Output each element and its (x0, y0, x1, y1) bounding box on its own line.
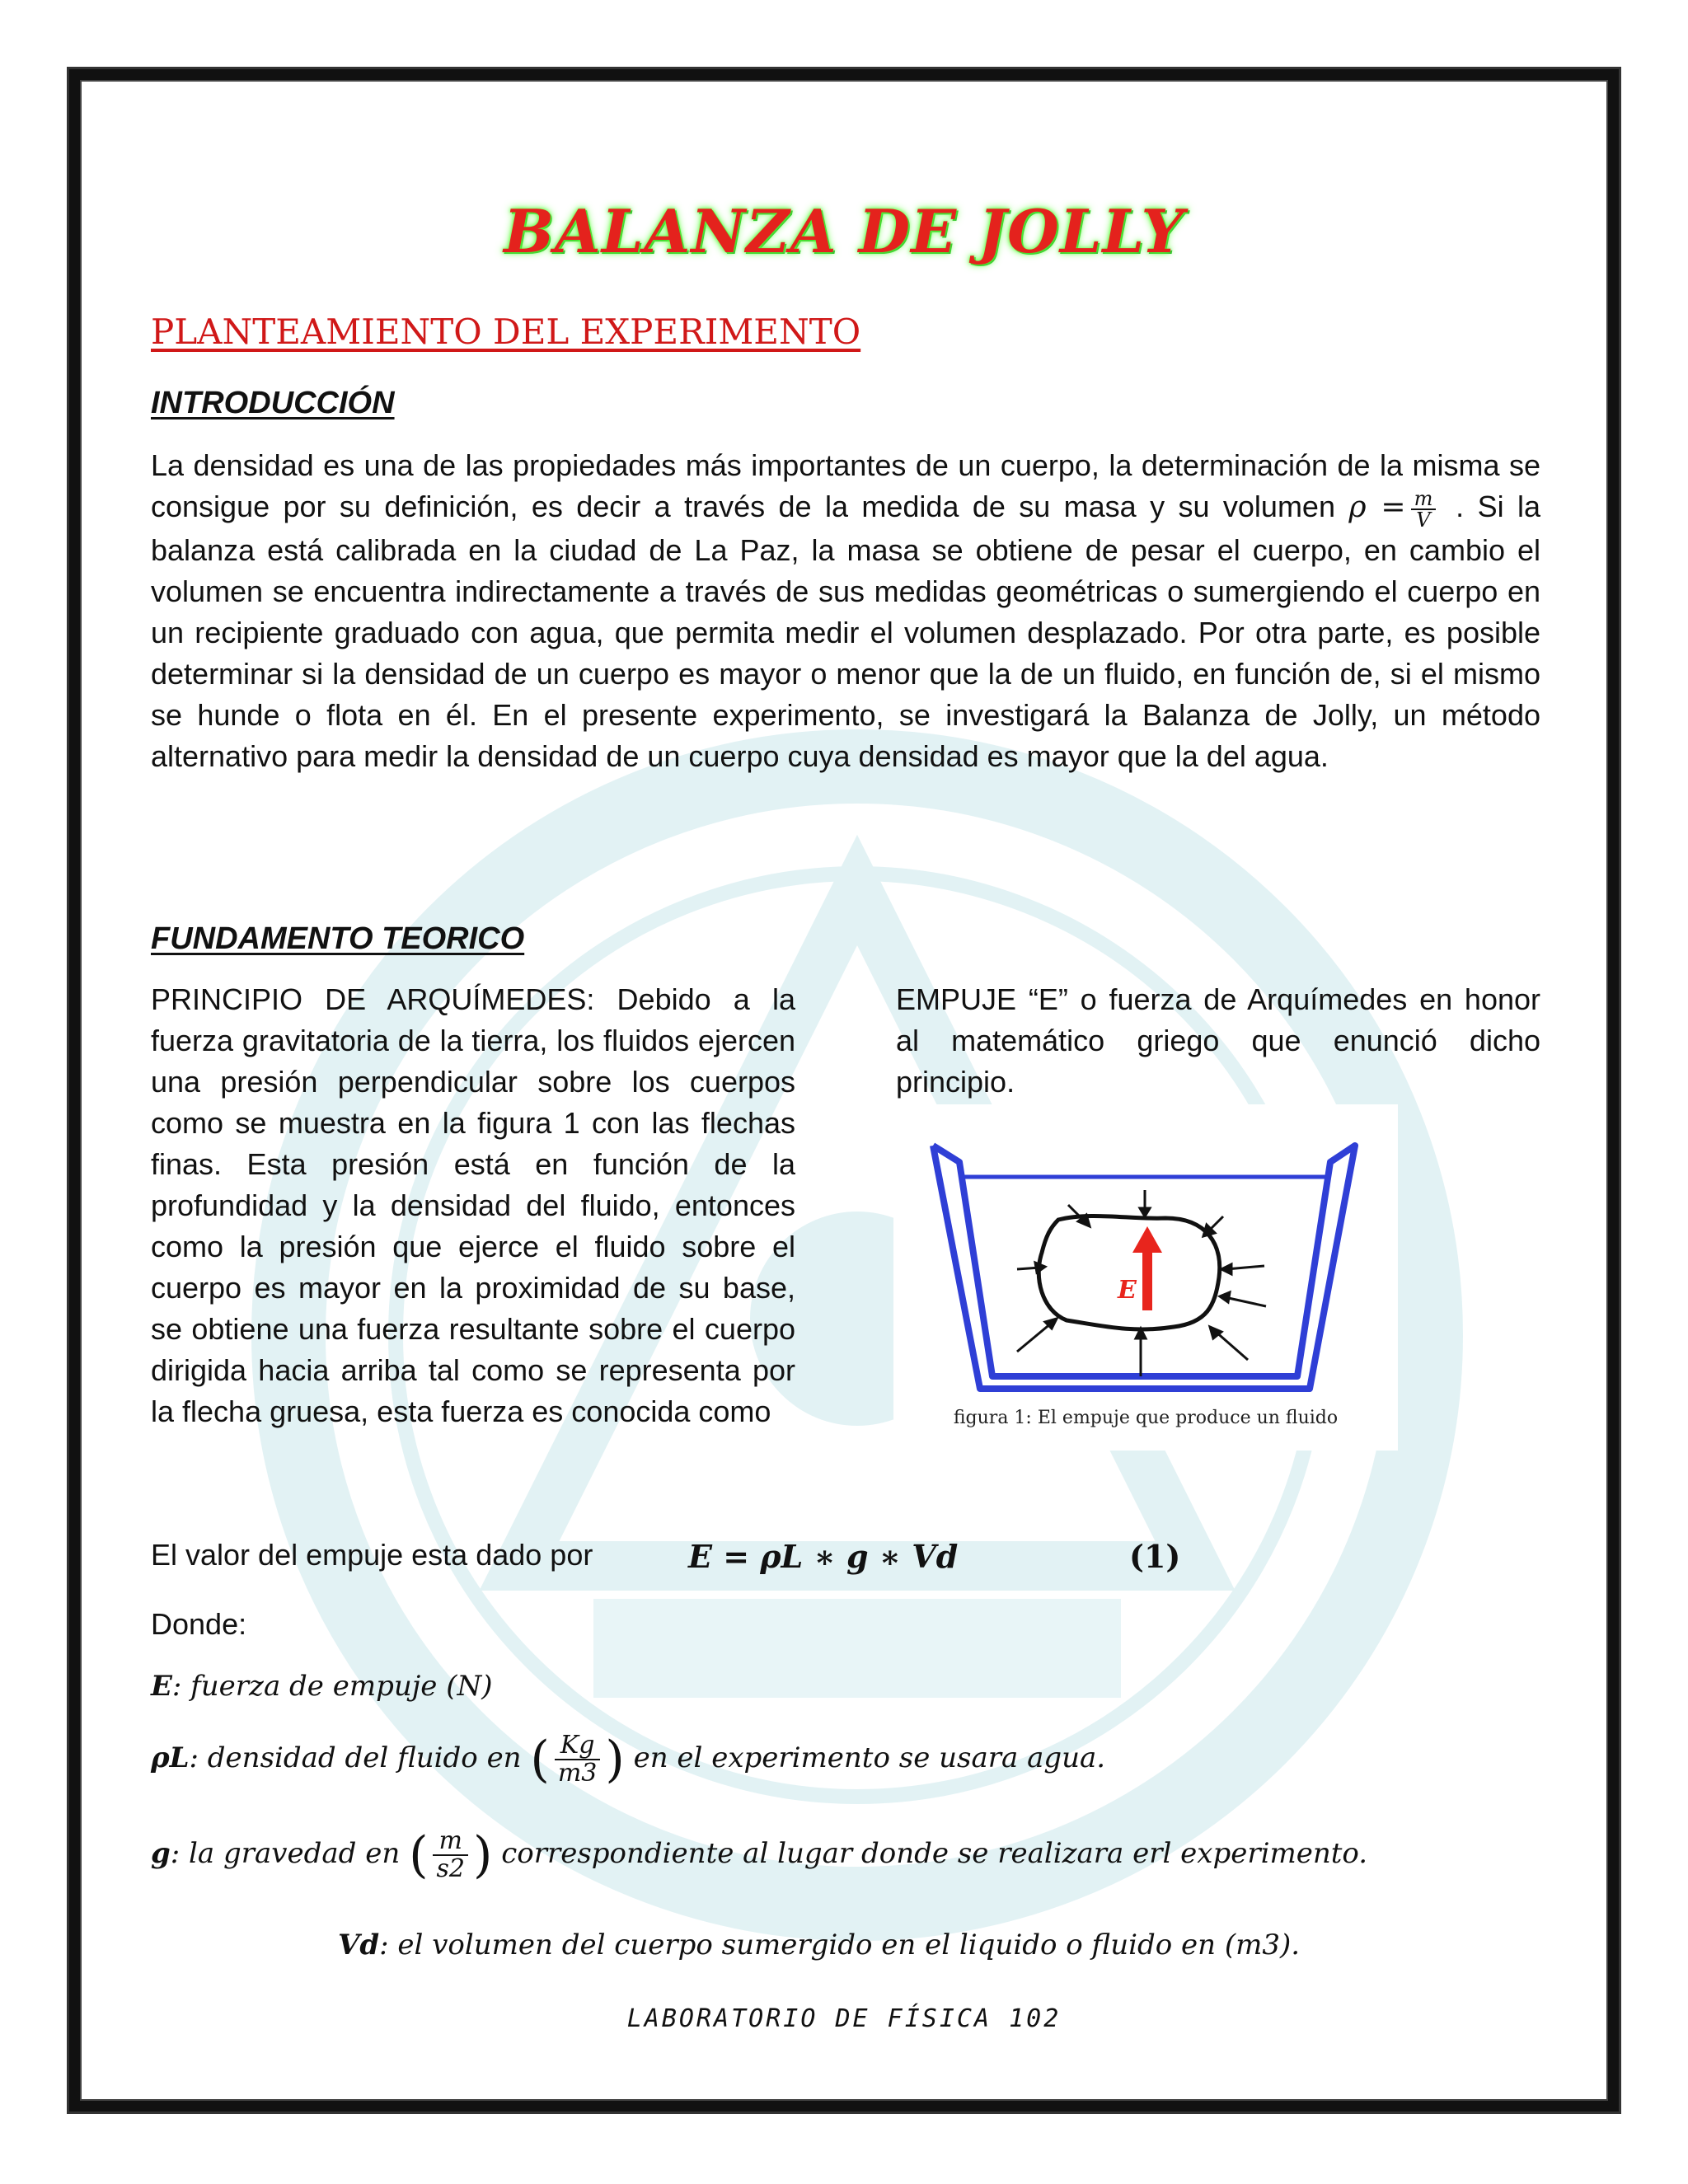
figure-caption: figura 1: El empuje que produce un fluido (953, 1408, 1339, 1428)
gravity-unit-den: s2 (436, 1854, 465, 1883)
variable-E-symbol: E (151, 1670, 172, 1703)
density-unit-fraction (555, 1732, 601, 1787)
gravity-unit-num: m (433, 1828, 467, 1856)
density-formula-lhs: ρ = (1348, 490, 1406, 524)
variable-g-symbol: g (151, 1837, 171, 1870)
variable-rho-text-2: en el experimento se usara agua. (633, 1741, 1106, 1774)
equation-intro: El valor del empuje esta dado por (151, 1538, 593, 1572)
variable-rho-text-1: : densidad del fluido en (189, 1741, 522, 1774)
buoyancy-label: E (1118, 1276, 1137, 1305)
variable-g-text-1: : la gravedad en (170, 1837, 401, 1870)
intro-heading: INTRODUCCIÓN (151, 386, 395, 420)
variable-E-text: : fuerza de empuje (N) (171, 1670, 493, 1703)
variable-E (151, 1670, 493, 1703)
intro-text-1: La densidad es una de las propiedades más importantes de un cuerpo, la determinación de la misma se consigue por su definición, es decir a través de la medida de su masa y su volumen (151, 448, 1540, 523)
document-title: BALANZA DE JOLLY (504, 196, 1184, 266)
page-footer: LABORATORIO DE FÍSICA 102 (626, 2004, 1062, 2033)
variable-rho: ρL: densidad del fluido en ( $\frac{Kg}{m3}$ ) en el experimento se usara agua. (151, 1731, 1106, 1788)
variable-Vd-text: : el volumen del cuerpo sumergido en el liquido o fluido en (m3). (379, 1929, 1301, 1961)
density-formula (1348, 487, 1456, 532)
equation-number: (1) (1129, 1538, 1181, 1575)
density-fraction (1411, 489, 1437, 530)
archimedes-paragraph: PRINCIPIO DE ARQUÍMEDES: Debido a la fuerza gravitatoria de la tierra, los fluidos ejercen una presión perpendicular sobre los cuerpos como se muestra en la figura 1 con las flechas finas. Esta presión está en función de la profundidad y la densidad del fluido, entonces como la presión que ejerce el fluido sobre el cuerpo es mayor en la proximidad de su base, se obtiene una fuerza resultante sobre el cuerpo dirigida hacia arriba tal como se representa por la flecha gruesa, esta fuerza es conocida como (151, 982, 795, 1428)
theory-heading: FUNDAMENTO TEORICO (151, 921, 525, 956)
variable-g: g: la gravedad en ( $\frac{m}{s2}$ ) correspondiente al lugar donde se realizara erl experimento. (151, 1826, 1368, 1884)
density-fraction-den: V (1416, 509, 1431, 532)
density-unit-num: Kg (555, 1732, 601, 1760)
buoyancy-figure (893, 1104, 1398, 1451)
density-fraction-num: m (1411, 489, 1437, 510)
gravity-unit-fraction (433, 1828, 467, 1882)
where-label: Donde: (151, 1607, 247, 1641)
intro-text-2: . Si la balanza está calibrada en la ciudad de La Paz, la masa se obtiene de pesar el cuerpo, en cambio el volumen se encuentra indirectamente a través de sus medidas geométricas o sumergiendo el cuerpo en un recipiente graduado con agua, que permita medir el volumen desplazado. Por otra parte, es posible determinar si la densidad de un cuerpo es mayor o menor que la de un fluido, en función de, si el mismo se hunde o flota en él. En el presente experimento, se investigará la Balanza de Jolly, un método alternativo para medir la densidad de un cuerpo cuya densidad es mayor que la del agua. (151, 490, 1540, 773)
buoyancy-paragraph: EMPUJE “E” o fuerza de Arquímedes en honor al matemático griego que enunció dicho principio. (896, 982, 1540, 1099)
variable-Vd (338, 1929, 1300, 1961)
variable-rho-symbol: ρL (151, 1741, 190, 1774)
variable-Vd-symbol: Vd (338, 1929, 380, 1961)
variable-g-text-2: correspondiente al lugar donde se realizara erl experimento. (501, 1837, 1368, 1870)
buoyancy-equation: E = ρL ∗ g ∗ Vd (688, 1538, 959, 1575)
density-unit-den: m3 (557, 1759, 598, 1788)
intro-paragraph (151, 445, 1540, 777)
section-heading: PLANTEAMIENTO DEL EXPERIMENTO (151, 312, 861, 352)
